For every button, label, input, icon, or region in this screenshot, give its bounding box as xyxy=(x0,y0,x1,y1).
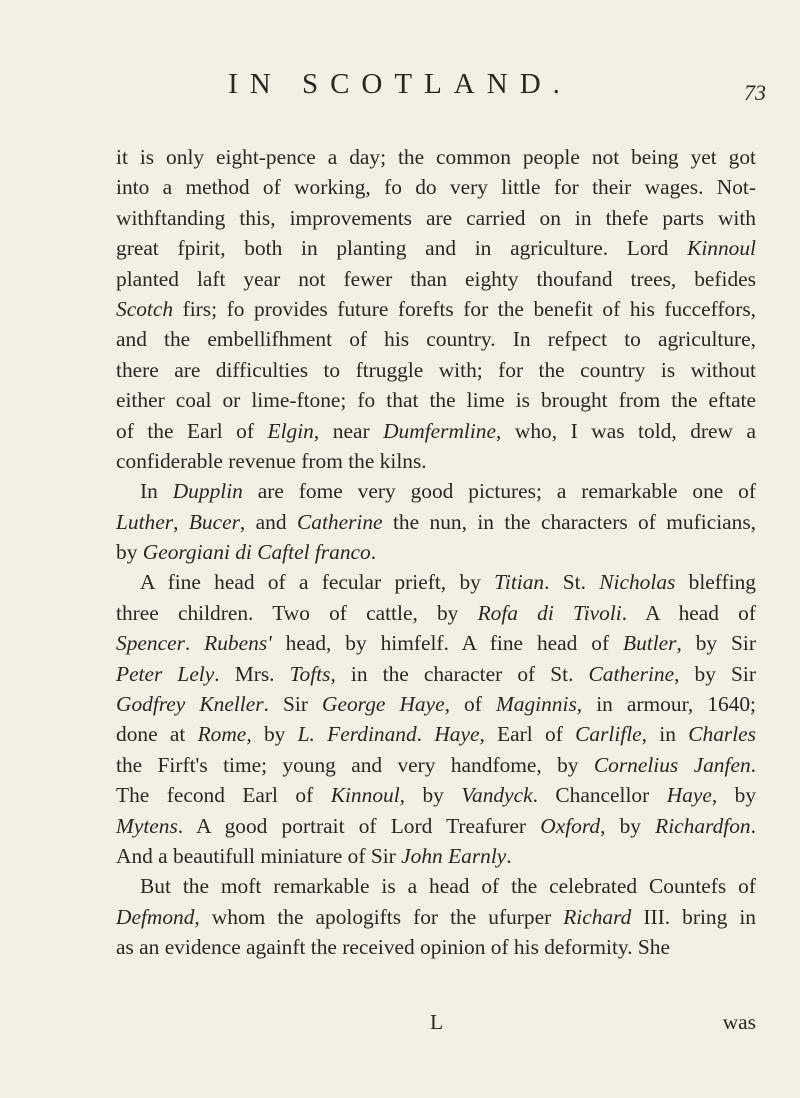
text-line: But the moft remarkable is a head of the celebrated Countefs of xyxy=(140,874,756,899)
page-footer xyxy=(116,1010,756,1040)
text-line: Peter Lely. Mrs. Tofts, in the character of St. Catherine, by Sir xyxy=(116,661,756,686)
text-line: the Firft's time; young and very handfome, by Cornelius Janfen. xyxy=(116,752,756,777)
text-line: In Dupplin are fome very good pictures; a remarkable one of xyxy=(140,479,756,504)
text-line: And a beautifull miniature of Sir John Earnly. xyxy=(116,843,512,868)
body-text xyxy=(116,142,756,963)
text-line: done at Rome, by L. Ferdinand. Haye, Earl of Carlifle, in Charles xyxy=(116,722,756,747)
text-line: Godfrey Kneller. Sir George Haye, of Maginnis, in armour, 1640; xyxy=(116,692,756,717)
text-line: withftanding this, improvements are carried on in thefe parts with xyxy=(116,205,756,230)
text-line: there are difficulties to ftruggle with; for the country is without xyxy=(116,357,756,382)
catchword: was xyxy=(722,1010,756,1034)
text-line: Scotch firs; fo provides future forefts for the benefit of his fucceffors, xyxy=(116,296,756,321)
running-head: IN SCOTLAND. xyxy=(228,68,572,100)
page-number: 73 xyxy=(744,80,766,105)
text-line: planted laft year not fewer than eighty thoufand trees, befides xyxy=(116,266,756,291)
text-line: and the embellifhment of his country. In refpect to agriculture, xyxy=(116,327,756,352)
text-line: A fine head of a fecular prieft, by Titian. St. Nicholas bleffing xyxy=(140,570,756,595)
text-line: Defmond, whom the apologifts for the ufurper Richard III. bring in xyxy=(116,904,756,929)
text-line: either coal or lime-ftone; fo that the lime is brought from the eftate xyxy=(116,388,756,413)
text-line: by Georgiani di Caftel franco. xyxy=(116,540,377,565)
text-line: of the Earl of Elgin, near Dumfermline, who, I was told, drew a xyxy=(116,418,756,443)
text-line: The fecond Earl of Kinnoul, by Vandyck. Chancellor Haye, by xyxy=(116,783,757,808)
text-line: Mytens. A good portrait of Lord Treafurer Oxford, by Richardfon. xyxy=(116,813,756,838)
text-line: Luther, Bucer, and Catherine the nun, in the characters of muficians, xyxy=(116,509,756,534)
text-line: great fpirit, both in planting and in agriculture. Lord Kinnoul xyxy=(116,236,756,261)
text-line: confiderable revenue from the kilns. xyxy=(116,448,427,473)
text-line: it is only eight-pence a day; the common people not being yet got xyxy=(116,145,756,169)
text-line: three children. Two of cattle, by Rofa di Tivoli. A head of xyxy=(116,600,756,625)
text-line: into a method of working, fo do very little for their wages. Not- xyxy=(116,175,756,200)
text-line: Spencer. Rubens' head, by himfelf. A fine head of Butler, by Sir xyxy=(116,631,756,656)
signature-mark: L xyxy=(430,1010,444,1034)
text-line: as an evidence againft the received opinion of his deformity. She xyxy=(116,935,670,960)
